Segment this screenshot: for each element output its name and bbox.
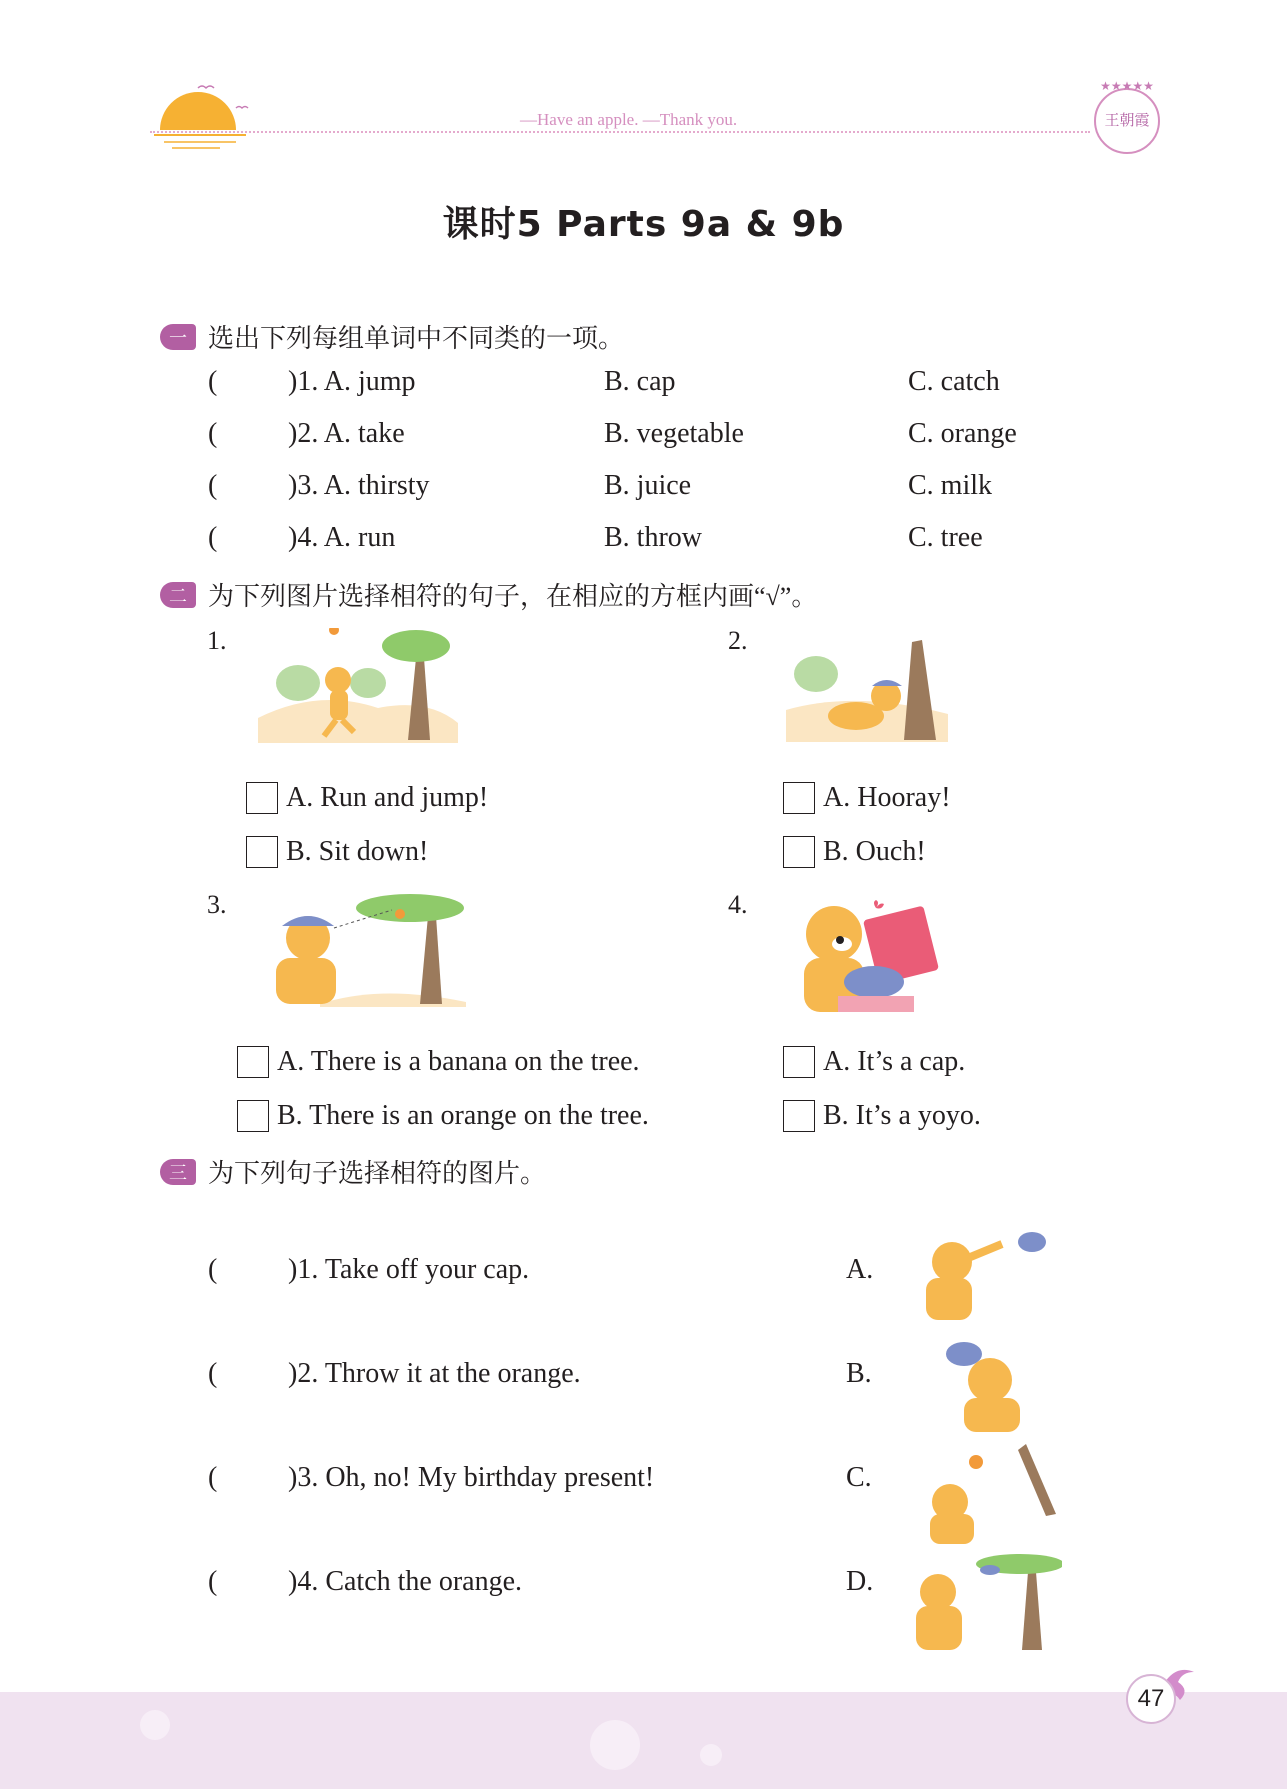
question-row <box>208 418 405 450</box>
answer-paren[interactable]: ( <box>208 1358 218 1389</box>
option-c: C. milk <box>908 470 993 501</box>
sentence-row <box>208 1566 523 1598</box>
choice-3b: B. There is an orange on the tree. <box>277 1100 649 1131</box>
brand-logo-text: 王朝霞 <box>1104 113 1150 129</box>
tiger-throwing-cap-picture <box>902 1222 1062 1327</box>
question-row <box>208 366 416 398</box>
header-divider <box>150 131 1090 133</box>
page-number: 47 <box>1126 1674 1176 1724</box>
answer-paren[interactable]: ( <box>208 522 218 553</box>
header-running-text: —Have an apple. —Thank you. <box>520 110 738 129</box>
brand-logo-icon <box>1084 76 1170 162</box>
option-b: B. vegetable <box>604 418 744 449</box>
answer-paren[interactable]: ( <box>208 1566 218 1597</box>
section-badge: 二 <box>160 582 196 608</box>
question-text: )3. A. thirsty <box>288 470 430 501</box>
checkbox-2b[interactable] <box>783 836 815 868</box>
svg-text:★★★★★: ★★★★★ <box>1100 79 1154 93</box>
question-text: )2. A. take <box>288 418 405 449</box>
picture-letter-d: D. <box>846 1566 874 1597</box>
option-c: C. catch <box>908 366 1000 397</box>
sentence-row <box>208 1462 655 1494</box>
checkbox-1b[interactable] <box>246 836 278 868</box>
option-c: C. orange <box>908 418 1017 449</box>
section-3-heading <box>160 1153 546 1190</box>
decorative-bubble <box>700 1744 722 1766</box>
question-row <box>208 522 396 554</box>
checkbox-3a[interactable] <box>237 1046 269 1078</box>
sentence-text: )4. Catch the orange. <box>288 1566 523 1597</box>
section-instruction: 选出下列每组单词中不同类的一项。 <box>208 324 625 353</box>
section-1-heading <box>160 318 624 355</box>
tiger-looking-at-tree-picture <box>902 1552 1062 1657</box>
sun-logo-icon <box>150 80 260 155</box>
picture-number: 2. <box>728 626 748 655</box>
tiger-running-picture <box>258 628 458 748</box>
section-2-heading <box>160 576 817 613</box>
choice-1b: B. Sit down! <box>286 836 429 867</box>
checkbox-1a[interactable] <box>246 782 278 814</box>
sentence-row <box>208 1358 581 1390</box>
question-text: )4. A. run <box>288 522 396 553</box>
answer-paren[interactable]: ( <box>208 418 218 449</box>
answer-paren[interactable]: ( <box>208 366 218 397</box>
checkbox-4a[interactable] <box>783 1046 815 1078</box>
choice-4a: A. It’s a cap. <box>823 1046 966 1077</box>
picture-number: 1. <box>207 626 227 655</box>
page-title: 课时5 Parts 9a & 9b <box>442 204 845 245</box>
section-instruction: 为下列句子选择相符的图片。 <box>208 1159 547 1188</box>
choice-3a: A. There is a banana on the tree. <box>277 1046 640 1077</box>
picture-number: 4. <box>728 890 748 919</box>
answer-paren[interactable]: ( <box>208 1462 218 1493</box>
tiger-taking-cap-picture <box>930 1334 1060 1439</box>
option-b: B. throw <box>604 522 702 553</box>
sentence-row <box>208 1254 530 1286</box>
answer-paren[interactable]: ( <box>208 470 218 501</box>
choice-1a: A. Run and jump! <box>286 782 489 813</box>
picture-number: 3. <box>207 890 227 919</box>
choice-4b: B. It’s a yoyo. <box>823 1100 981 1131</box>
checkbox-2a[interactable] <box>783 782 815 814</box>
decorative-bubble <box>590 1720 640 1770</box>
sentence-text: )3. Oh, no! My birthday present! <box>288 1462 655 1493</box>
tiger-present-picture <box>782 892 952 1021</box>
picture-letter-b: B. <box>846 1358 872 1389</box>
picture-letter-c: C. <box>846 1462 872 1493</box>
tiger-tree-picture <box>260 892 466 1012</box>
section-badge: 一 <box>160 324 196 350</box>
tiger-catching-orange-picture <box>906 1444 1060 1549</box>
option-b: B. cap <box>604 366 676 397</box>
decorative-bubble <box>140 1710 170 1740</box>
choice-2b: B. Ouch! <box>823 836 926 867</box>
question-text: )1. A. jump <box>288 366 416 397</box>
picture-letter-a: A. <box>846 1254 874 1285</box>
section-badge: 三 <box>160 1159 196 1185</box>
option-c: C. tree <box>908 522 983 553</box>
sentence-text: )1. Take off your cap. <box>288 1254 530 1285</box>
answer-paren[interactable]: ( <box>208 1254 218 1285</box>
option-b: B. juice <box>604 470 692 501</box>
choice-2a: A. Hooray! <box>823 782 951 813</box>
footer-band <box>0 1692 1287 1789</box>
section-instruction: 为下列图片选择相符的句子，在相应的方框内画“√”。 <box>208 582 818 611</box>
question-row <box>208 470 430 502</box>
checkbox-4b[interactable] <box>783 1100 815 1132</box>
checkbox-3b[interactable] <box>237 1100 269 1132</box>
tiger-sitting-picture <box>786 630 948 747</box>
sentence-text: )2. Throw it at the orange. <box>288 1358 581 1389</box>
